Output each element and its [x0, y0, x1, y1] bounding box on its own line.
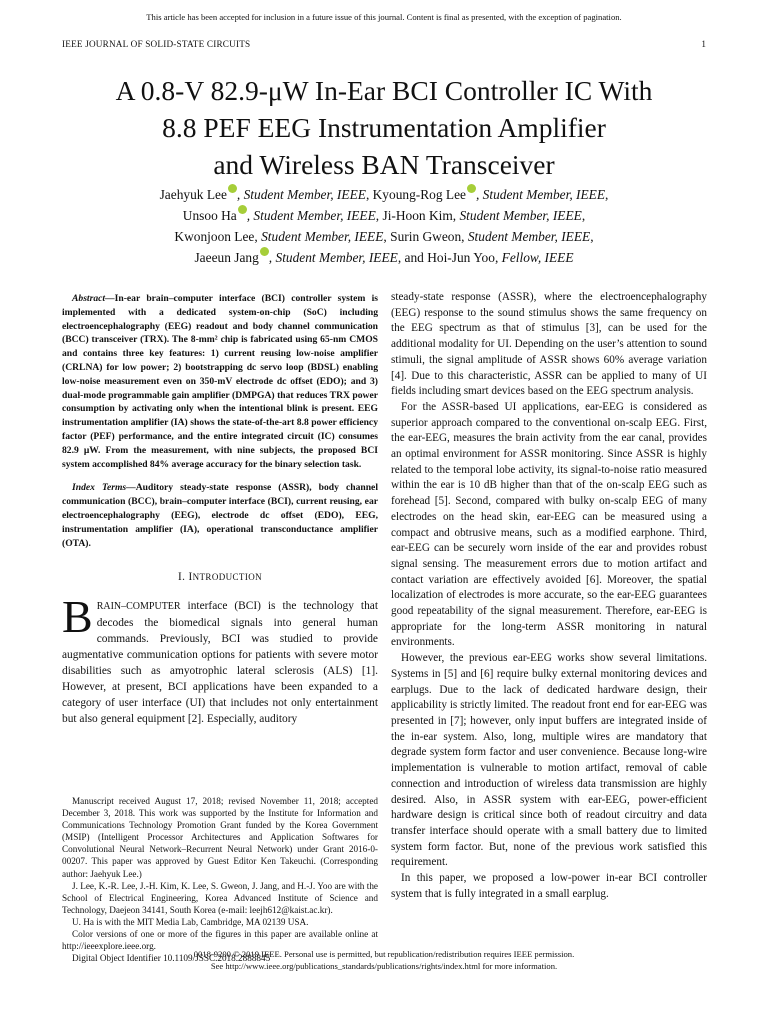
- title-line-1: A 0.8-V 82.9-μW In-Ear BCI Controller IC With: [115, 75, 653, 106]
- footnote-doi: Digital Object Identifier 10.1109/JSSC.2018.2888845: [72, 953, 271, 964]
- author-separator: ,: [581, 208, 586, 223]
- author-membership: Student Member, IEEE: [467, 229, 591, 244]
- footnote-manuscript: Manuscript received August 17, 2018; revised November 11, 2018; accepted December 3, 2018. This work was supported by the Institute for Information and Communications Technology Promotion Grant funded by the Korea Government (MSIP) (Intelligent Processor Architectures and Application Softwares for Convolutional Neural Network–Recurrent Neural Network) under Grant 2016-0-00207. This paper was approved by Guest Editor Ken Takeuchi. (Corresponding author: Jaehyuk Lee.): [62, 796, 378, 879]
- intro-smallcaps: RAIN–COMPUTER: [96, 601, 181, 613]
- author-membership: , Student Member, IEEE: [246, 208, 376, 223]
- author-membership: Student Member, IEEE: [261, 229, 384, 244]
- author-name: Jaehyuk Lee: [159, 187, 227, 202]
- author-line-1: [40, 184, 728, 205]
- orcid-icon[interactable]: [260, 247, 269, 256]
- acceptance-notice: This article has been accepted for inclusion in a future issue of this journal. Content is final as presented, with the exception of pagination.: [146, 12, 622, 22]
- orcid-icon[interactable]: [228, 184, 237, 193]
- title-line-2: 8.8 PEF EEG Instrumentation Amplifier: [162, 112, 606, 143]
- author-name: , Kyoung-Rog Lee: [365, 187, 466, 202]
- section-first-letter: I: [188, 571, 193, 584]
- index-terms-label: Index Terms—: [72, 482, 136, 494]
- author-name: , Surin Gweon,: [383, 229, 468, 244]
- section-numeral: I.: [177, 571, 189, 584]
- abstract-text: In-ear brain–computer interface (BCI) controller system is implemented with a dedicated system-on-chip (SoC) including electroencephalography (EEG) readout and body channel communication (BCC) transceiver (TRX). The 8-mm² chip is fabricated using 65-nm CMOS and contains three key features: 1) current reusing low-noise amplifier (CRLNA) for low power; 2) bootstrapping dc servo loop (BDSL) enabling low-noise measurement even on 350-mV electrode dc offset (EDO); and 3) dual-mode programmable gain amplifier (DMPGA) that reduces TRX power consumption by activating only when the intentional blink is present. EEG instrumentation amplifier (IA) shows the state-of-the-art 8.8 power efficiency factor (PEF) performance, and the entire integrated circuit (IC) consumes 82.9 μW. From the measurement, with nine subjects, the proposed BCI system accomplished 84% average accuracy for the binary selection task.: [62, 293, 378, 470]
- intro-text: interface (BCI) is the technology that decodes the biomedical signals into general human commands. Previously, BCI was studied to provide augmentative communication options for patients with severe motor disabilities such as amyotrophic lateral sclerosis (ALS) [1]. However, at present, BCI applications have been expanded to a category of user interface (UI) that includes not only entertainment but also general equipment [2]. Especially, auditory: [62, 600, 378, 726]
- body-paragraph: For the ASSR-based UI applications, ear-EEG is considered as superior approach compared to the conventional on-scalp EEG. First, the ear-EEG, measures the brain activity from the ear canal, provides an optimal environment for ASSR monitoring. Since ASSR is highly related to the temporal lobe activity, its signal-to-noise ratio measured within the ear is 10 dB higher than that of the on-scalp EEG such as forehead [5]. Second, compared with bulky on-scalp EEG of many electrodes on the head skin, ear-EEG can be measured using a compact and obtrusive means, such as a modified earphone. Third, ear-EEG can be securely worn inside of the ear and provides robust signal sensing. The measurement errors due to motion artifact and contact variation are effectively avoided [6]. Moreover, the spatial localization of electrodes is more accurate, so the ear-EEG guarantees good repeatability of the signal measurement. Therefore, ear-EEG is appropriate for the long-term ASSR monitoring in natural environments.: [391, 400, 707, 649]
- author-name: , Ji-Hoon Kim,: [375, 208, 460, 223]
- copyright-line-2: See http://www.ieee.org/publications_standards/publications/rights/index.html for more information.: [210, 960, 558, 971]
- paper-title: [40, 72, 728, 183]
- introduction-paragraph: [62, 591, 378, 727]
- author-line-2: [40, 205, 728, 226]
- journal-running-head: IEEE JOURNAL OF SOLID-STATE CIRCUITS: [62, 39, 251, 49]
- copyright-line-1: 0018-9200 © 2019 IEEE. Personal use is permitted, but republication/redistribution requires IEEE permission.: [193, 949, 575, 959]
- copyright-notice: [0, 949, 768, 972]
- body-paragraph: In this paper, we proposed a low-power in-ear BCI controller system that is fully integrated in a small earplug.: [391, 872, 707, 900]
- author-list: [40, 184, 728, 268]
- author-separator: ,: [590, 229, 594, 244]
- author-membership: Fellow, IEEE: [501, 250, 574, 265]
- right-column: [391, 290, 707, 902]
- author-membership: Student Member, IEEE: [459, 208, 582, 223]
- index-terms: [62, 481, 378, 550]
- footnotes: [62, 795, 378, 964]
- body-paragraph: steady-state response (ASSR), where the electroencephalography (EEG) response to the sound stimulus shows the same frequency on the EEG spectrum as that of stimulus [3], can be used for the additional modality for UI. Depending on the user’s attention to sound stimuli, the signal amplitude of ASSR shows 60% average variation [4]. Due to this characteristic, ASSR can be applied to many of UI fields including smart devices based on the EEG spectrum analysis.: [391, 291, 707, 398]
- orcid-icon[interactable]: [238, 205, 247, 214]
- author-name: Unsoo Ha: [182, 208, 237, 223]
- author-name: Kwonjoon Lee,: [174, 229, 262, 244]
- footnote-affiliation: J. Lee, K.-R. Lee, J.-H. Kim, K. Lee, S. Gweon, J. Jang, and H.-J. Yoo are with the School of Electrical Engineering, Korea Advanced Institute of Science and Technology, Daejeon 34141, South Korea (e-mail: leejh612@kaist.ac.kr).: [62, 880, 378, 915]
- left-column: [62, 292, 378, 727]
- author-membership: , Student Member, IEEE: [475, 187, 606, 202]
- author-membership: , Student Member, IEEE: [236, 187, 366, 202]
- footnote-affiliation-mit: U. Ha is with the MIT Media Lab, Cambridge, MA 02139 USA.: [72, 916, 309, 927]
- abstract-label: Abstract—: [72, 293, 115, 304]
- author-name: Jaeeun Jang: [194, 250, 259, 265]
- drop-cap: B: [62, 591, 93, 643]
- abstract: [62, 292, 378, 471]
- author-line-4: [40, 247, 728, 268]
- page-number: 1: [701, 39, 706, 49]
- section-rest: NTRODUCTION: [192, 572, 263, 583]
- author-name: , and Hoi-Jun Yoo,: [397, 250, 502, 265]
- title-line-3: and Wireless BAN Transceiver: [213, 149, 555, 180]
- index-terms-text: Auditory steady-state response (ASSR), body channel communication (BCC), brain–computer interface (BCI), current reusing, ear electroencephalography (EEG), electrode dc offset (EDO), EEG, instrumentation amplifier (IA), operational transconductance amplifier (OTA).: [62, 482, 378, 549]
- author-membership: , Student Member, IEEE: [268, 250, 398, 265]
- author-line-3: [40, 226, 728, 247]
- section-heading: [62, 570, 378, 586]
- body-paragraph: However, the previous ear-EEG works show several limitations. Systems in [5] and [6] require bulky external monitoring devices and earplugs. Due to the lack of dedicated hardware design, their applicability is strictly limited. The readout front end for ear-EEG was presented in [7]; however, only input buffers are integrated inside of the in-ear system. Also, long, multiple wires are mandatory that degrade system form factor and user convenience. Because long-wire implementation is vulnerable to motion artifact, removal of cable connection and introduction of wireless data transmission are highly desired. Also, in ASSR system with ear-EEG, power-efficient hardware design is critical since both of readout circuitry and data transfer interface should operate with a small battery due to limited system form factor. But, none of the previous work satisfied this requirement.: [391, 652, 707, 869]
- author-separator: ,: [605, 187, 609, 202]
- footnote-color: Color versions of one or more of the figures in this paper are available online at http://ieeexplore.ieee.org.: [62, 929, 378, 952]
- orcid-icon[interactable]: [467, 184, 476, 193]
